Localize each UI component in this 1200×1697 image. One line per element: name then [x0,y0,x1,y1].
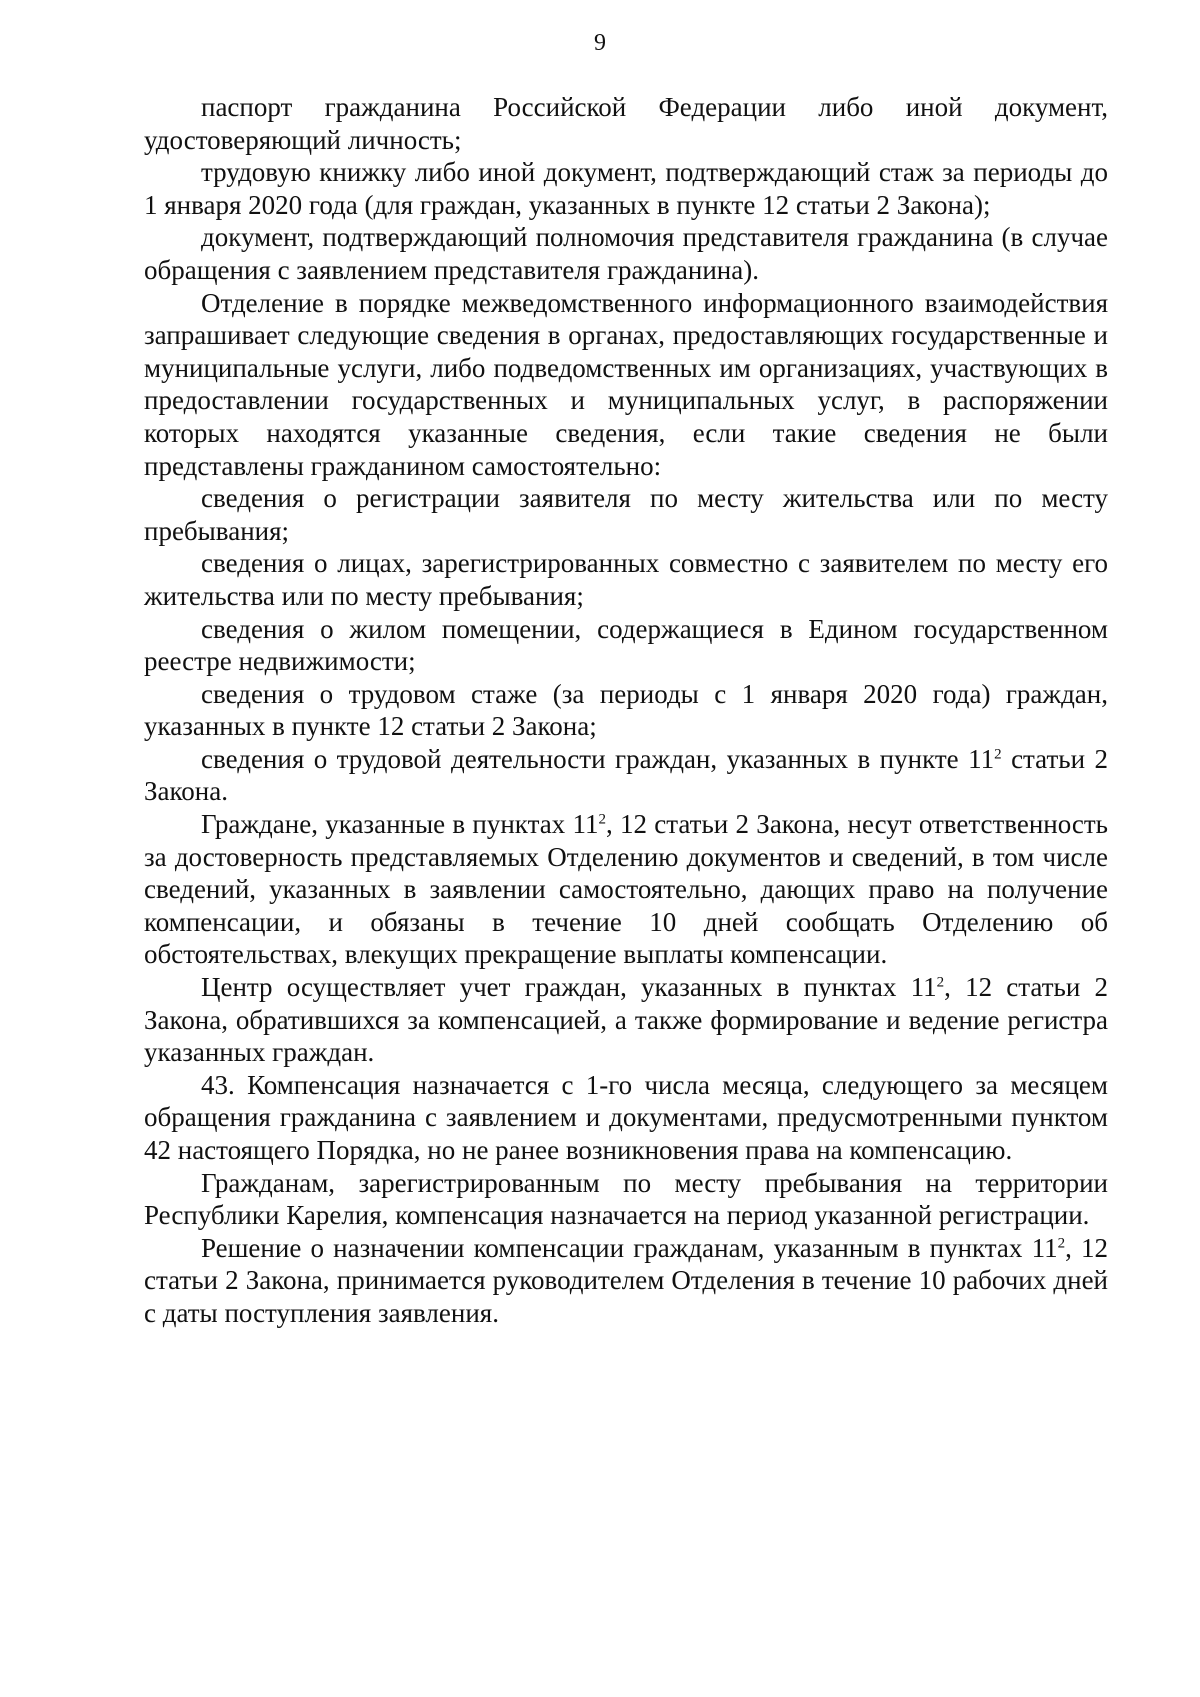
paragraph-registration-info: сведения о регистрации заявителя по месту жительства или по месту пребывания; [144,483,1108,546]
paragraph-cohabitants-info: сведения о лицах, зарегистрированных совместно с заявителем по месту его жительства или по месту пребывания; [144,548,1108,611]
paragraph-housing-info: сведения о жилом помещении, содержащиеся в Едином государственном реестре недвижимости; [144,613,1108,677]
text-segment: , 12 статьи 2 Закона, несут ответственность за достоверность представляемых Отделению документов и сведений, в том числе сведений, указанных в заявлении самостоятельно, дающих право на получение компенсации, и обязаны в течение 10 дней сообщать Отделению об обстоятельствах, влекущих прекращение выплаты компенсации. [144,809,1109,970]
text-segment: Граждане, указанные в пунктах 11 [201,809,599,840]
paragraph-representative-document: документ, подтверждающий полномочия представителя гражданина (в случае обращения с заявлением представителя гражданина). [144,222,1108,285]
paragraph-temporary-registration: Гражданам, зарегистрированным по месту пребывания на территории Республики Карелия, компенсация назначается на период указанной регистрации. [144,1167,1108,1231]
document-body [144,91,1108,1330]
text-segment: Решение о назначении компенсации гражданам, указанным в пунктах 11 [201,1232,1058,1263]
text-segment: , 12 статьи 2 Закона, принимается руководителем Отделения в течение 10 рабочих дней с даты поступления заявления. [144,1232,1108,1328]
superscript: 2 [936,974,945,991]
paragraph-decision [144,1232,1108,1330]
paragraph-labor-activity-info [144,743,1108,808]
superscript: 2 [994,746,1002,763]
paragraph-clause-43: 43. Компенсация назначается с 1-го числа месяца, следующего за месяцем обращения гражданина с заявлением и документами, предусмотренными пунктом 42 настоящего Порядка, но не ранее возникновения права на компенсацию. [144,1069,1108,1165]
text-segment: , 12 статьи 2 Закона, обратившихся за компенсацией, а также формирование и ведение регистра указанных граждан. [144,972,1108,1068]
superscript: 2 [1057,1235,1066,1252]
paragraph-citizens-responsibility [144,808,1108,971]
paragraph-interagency-request: Отделение в порядке межведомственного информационного взаимодействия запрашивает следующие сведения в органах, предоставляющих государственные и муниципальные услуги, либо подведомственных им организациях, участвующих в предоставлении государственных и муниципальных услуг, в распоряжении которых находятся указанные сведения, если такие сведения не были представлены гражданином самостоятельно: [144,287,1108,481]
superscript: 2 [598,811,606,828]
paragraph-work-experience-info: сведения о трудовом стаже (за периоды с 1 января 2020 года) граждан, указанных в пункте 12 статьи 2 Закона; [144,678,1108,742]
paragraph-work-book: трудовую книжку либо иной документ, подтверждающий стаж за периоды до 1 января 2020 года (для граждан, указанных в пункте 12 статьи 2 Закона); [144,157,1108,220]
page-number: 9 [594,30,606,56]
text-segment: сведения о трудовой деятельности граждан, указанных в пункте 11 [201,743,995,774]
paragraph-center-registry [144,971,1108,1069]
text-segment: статьи 2 Закона. [144,743,1108,807]
text-segment: Центр осуществляет учет граждан, указанных в пунктах 11 [201,972,937,1003]
paragraph-passport: паспорт гражданина Российской Федерации либо иной документ, удостоверяющий личность; [144,92,1108,155]
